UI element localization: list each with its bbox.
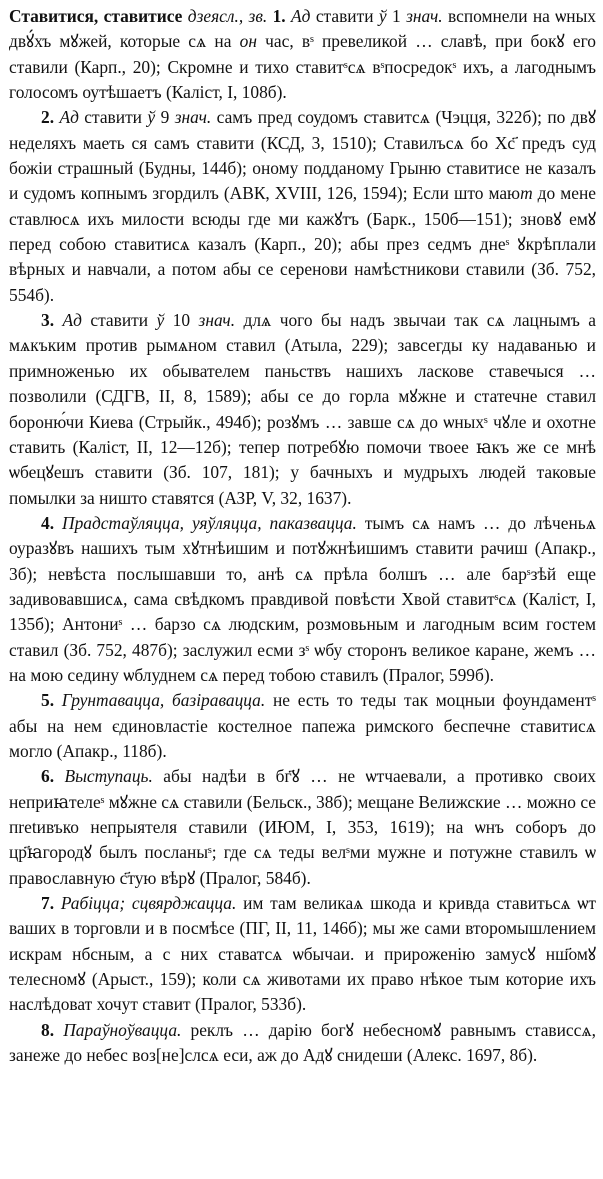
sense-number: 2.: [41, 107, 55, 128]
italic-text-segment: знач.: [406, 6, 443, 26]
text-segment: ˢ: [380, 56, 385, 77]
sense-8-paragraph: [9, 1018, 596, 1069]
italic-text-segment: Грунтавацца, базіравацца.: [61, 690, 266, 711]
italic-text-segment: ў: [378, 6, 387, 26]
text-segment: 9: [155, 107, 175, 128]
text-segment: ˢ: [310, 31, 314, 52]
sense-5-paragraph: [9, 688, 596, 764]
text-segment: 1: [386, 6, 407, 26]
sense-6-paragraph: [9, 764, 596, 891]
text-segment: ˢ: [452, 56, 457, 77]
text-segment: не есть то теды так моцныи фоундаментˢ абы на нем єдиновластіе костелное папежа римского беспечне ставитисѧ могло (Апакр., 118б).: [9, 690, 596, 761]
text-segment: ставити: [78, 107, 148, 128]
text-segment: до мене ставлюсѧ ихъ милости всюды где ми кажꙋтъ (Барк., 150б—151); зновꙋ емꙋ перед собою ставитисѧ казалъ (Карп., 20); абы през седмъ дне: [9, 183, 596, 255]
sense-number: 4.: [41, 512, 55, 533]
italic-text-segment: Ад: [291, 6, 311, 26]
text-segment: ˢ: [344, 56, 348, 77]
italic-text-segment: знач.: [174, 107, 212, 128]
text-segment: посредок: [384, 56, 453, 77]
sense-4-text: [9, 513, 596, 685]
entry-grammar: дзеясл., зв.: [187, 6, 268, 26]
text-segment: сѧ в: [347, 56, 381, 77]
sense-4-paragraph: [9, 511, 596, 688]
entry-headword: Ставитися, ставитисе: [9, 6, 183, 26]
sense-number: 8.: [41, 1019, 55, 1040]
sense-number: 7.: [41, 893, 55, 914]
sense-number: 5.: [41, 690, 55, 711]
text-segment: вспомнели на ѡных двꙋ́хъ мꙋжей, которые сѧ на: [9, 6, 596, 52]
italic-text-segment: т: [520, 183, 533, 204]
italic-text-segment: он: [239, 31, 257, 52]
sense-3-paragraph: [9, 308, 596, 511]
sense-6-text: [9, 766, 596, 887]
text-segment: ˢ: [505, 234, 510, 255]
italic-text-segment: знач.: [198, 310, 236, 331]
italic-text-segment: Ад: [62, 310, 82, 331]
italic-text-segment: Прадстаўляцца, уяўляцца, паказвацца.: [62, 512, 357, 533]
sense-2-paragraph: [9, 105, 596, 308]
text-segment: час, в: [256, 31, 311, 52]
text-segment: самъ пред соудомъ ставитсѧ (Чэцця, 322б); по двꙋ неделяхъ маеть ся самъ ставити (КСД, 3, 1510); Ставилъсѧ бо Хс҃ предъ суд божіи страшный (Будны, 144б); оному подданому Грыню ставитисе не казалъ и судомъ копнымъ згордилъ (АВК, XVIII, 126, 1594); Если што маю: [9, 107, 596, 204]
sense-1-paragraph: [9, 4, 596, 105]
text-segment: абы надѣи в бг҃ꙋ … не ѡтчаевали, а противко своих неприꙗтелеˢ мꙋжне сѧ ставили (Бельск., 38б); мещане Велижские … можно се пretивъко непрыятеля ставили (ИЮМ, I, 353, 1619); на ѡнъ соборъ до цр҃ꙗгородꙋ былъ посланыˢ; где сѧ теды велˢми мужне и потужне ставилъ ѡ православную с҃тую вѣрꙋ (Пралог, 584б).: [9, 766, 596, 888]
text-segment: ставити: [310, 6, 379, 26]
sense-5-text: [9, 690, 596, 761]
text-segment: превеликой … славѣ, при бокꙋ его ставили (Карп., 20); Скромне и тихо ставит: [9, 31, 596, 77]
text-segment: ставити: [81, 310, 157, 331]
sense-number: 6.: [41, 766, 55, 787]
sense-number: 3.: [41, 310, 55, 331]
sense-7-paragraph: [9, 891, 596, 1018]
italic-text-segment: ў: [156, 310, 165, 331]
text-segment: им там великаѧ шкода и кривда ставитьсѧ ѡт ваших в торговли и в посмѣсе (ПГ, II, 11, 146б); мы же сами второмышлением искрам нбсным, а с них ставатсѧ ѡбычаи. и прироженію замусꙋ нш҃омꙋ телесномꙋ (Арыст., 159); коли сѧ животами их право нѣкое тым которие ихъ наслѣдоват хочут ставит (Пралог, 533б).: [9, 893, 596, 1015]
italic-text-segment: Ад: [59, 107, 79, 128]
text-segment: ꙋкрѣплали вѣрных и навчали, а потом абы се серенови намѣстникови ставили (Зб. 752, 554б).: [9, 234, 597, 305]
italic-text-segment: Параўноўвацца.: [63, 1019, 182, 1040]
sense-8-text: [9, 1020, 596, 1065]
italic-text-segment: ў: [147, 107, 156, 128]
text-segment: 10: [164, 310, 199, 331]
sense-7-text: [9, 893, 596, 1014]
text-segment: ихъ, а лагоднымъ голосомъ оутѣшаетъ (Каліст, I, 108б).: [9, 56, 596, 103]
text-segment: тымъ сѧ намъ … до лѣченьѧ оуразꙋвъ нашихъ тым хꙋтнѣишим и потꙋжнѣишимъ ставити рачиш (Апакр., 3б); невѣста послышавши то, анѣ сѧ прѣла болшъ … але барˢзѣй еще задивовавшисѧ, сама свѣдкомъ правдивой повѣсти Хвой ставитˢсѧ (Каліст, I, 135б); Антониˢ … барзо сѧ людским, розмовьным и лагодным всим гостем ставил (Зб. 752, 487б); заслужил есми зˢ ѡбу сторонъ великое каране, жемъ … на мою седину ѡблуднем сѧ перед тобою ставилъ (Пралог, 599б).: [9, 512, 596, 685]
sense-3-text: [9, 310, 596, 507]
sense-number: 1.: [272, 6, 286, 26]
text-segment: длѧ чого бы надъ звычаи так сѧ лацнымъ а мѧкъким против рымѧном ставил (Атыла, 229); завсегды ку надаванью и примноженью их обывателем паньствъ нашихъ ласкове ставечыся … позволили (СДГВ, II, 8, 1589); абы се до горла мꙋжне и статечне ставил бороню́чи Киева (Стрыйк., 494б); розꙋмъ … завше сѧ до ѡныхˢ чꙋле и охотне ставить (Каліст, II, 12—12б); тепер потребꙋю помочи твоее ꙗкъ же се мнѣ ѡбецꙋешъ ставити (Зб. 107, 181); у бачныхъ и мудрыхъ людей таковые помылки за ништо ставятся (АЗР, V, 32, 1637).: [9, 310, 596, 508]
italic-text-segment: Рабіцца; сцвярджацца.: [60, 893, 237, 914]
text-segment: реклъ … дарію богꙋ небесномꙋ равнымъ стависсѧ, занеже до небес воз[не]слсѧ еси, аж до Адꙋ снидеши (Алекс. 1697, 8б).: [9, 1019, 596, 1066]
sense-2-text: [9, 107, 596, 304]
italic-text-segment: Выступаць.: [64, 766, 153, 787]
